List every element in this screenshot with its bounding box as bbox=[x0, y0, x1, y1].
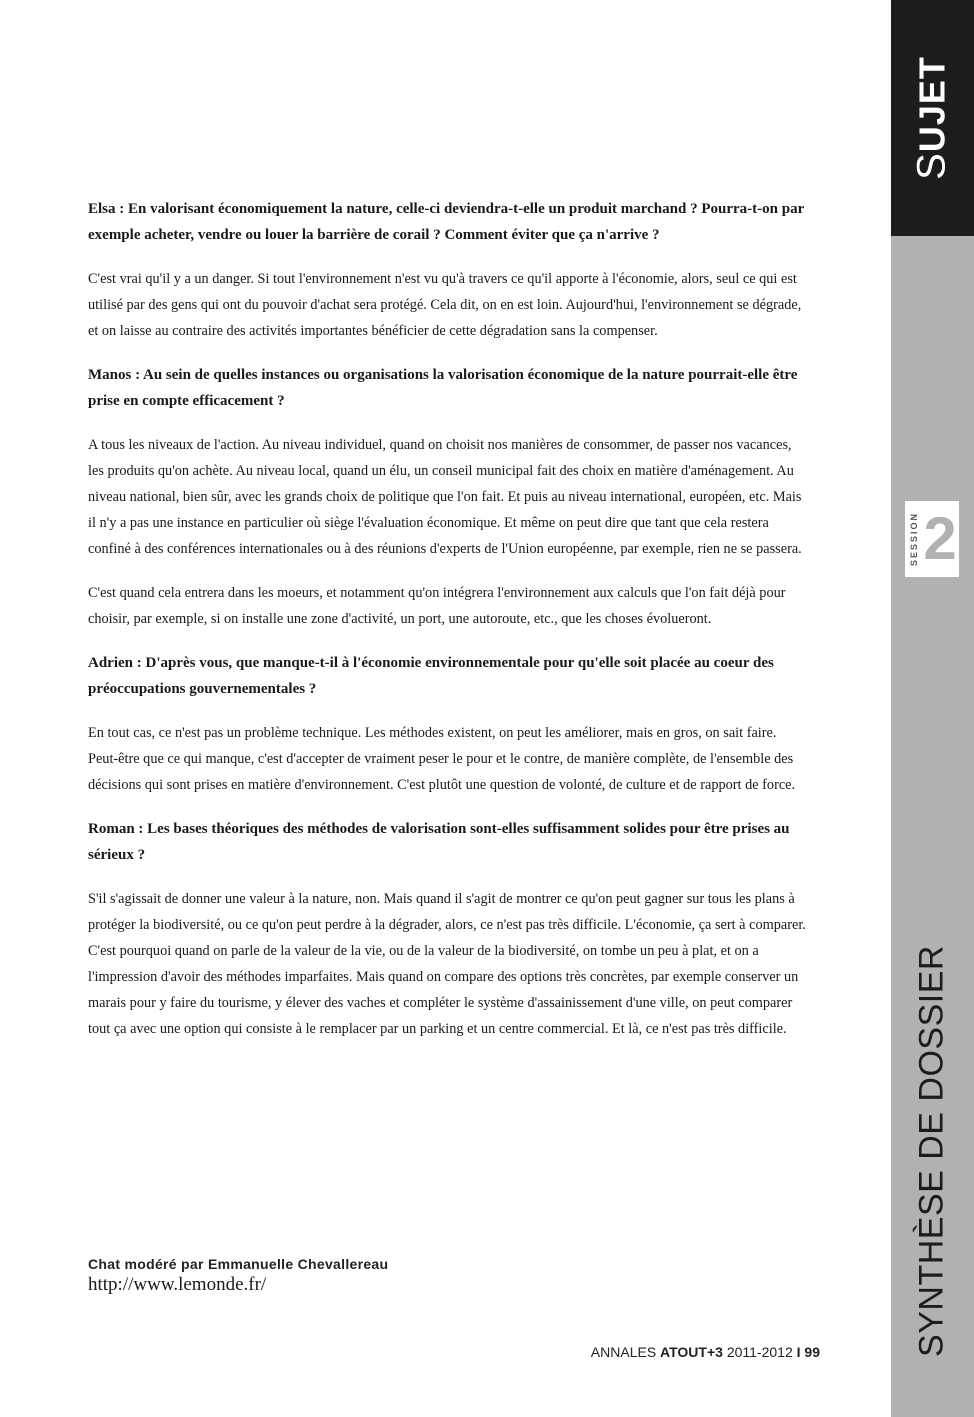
sujet-rest: UJET bbox=[911, 56, 953, 153]
sidebar-header-block bbox=[891, 0, 974, 236]
footer-year: 2011-2012 bbox=[722, 1344, 797, 1360]
question: Elsa : En valorisant économiquement la nature, celle-ci deviendra-t-elle un produit marchand ? Pourra-t-on par exemple acheter, vendre ou louer la barrière de corail ? Comment éviter que ça n'arrive ? bbox=[88, 201, 804, 243]
session-number: 2 bbox=[923, 505, 957, 572]
section-title: SYNTHÈSE DE DOSSIER bbox=[912, 945, 951, 1357]
footer-prefix: ANNALES bbox=[590, 1344, 661, 1360]
session-label: SESSION bbox=[909, 511, 919, 567]
question: Roman : Les bases théoriques des méthodes de valorisation sont-elles suffisamment solides pour être prises au sérieux ? bbox=[88, 821, 790, 863]
credit-block bbox=[88, 1256, 388, 1296]
answer: A tous les niveaux de l'action. Au niveau individuel, quand on choisit nos manières de consommer, de passer nos vacances, les produits qu'on achète. Au niveau local, quand un élu, un conseil municipal fait des choix en matière d'aménagement. Au niveau national, bien sûr, avec les grands choix de politique que l'on fait. Et puis au niveau international, européen, etc. Mais il n'y a pas une instance en particulier où siège l'évaluation économique. Et même on peut dire que tant que cela restera confiné à des conférences internationales ou à des réunions d'experts de l'Union européenne, par exemple, rien ne se passera. bbox=[88, 437, 802, 557]
sujet-initial: S bbox=[909, 152, 954, 180]
credit-name: Chat modéré par Emmanuelle Chevallereau bbox=[88, 1256, 389, 1272]
answer: C'est vrai qu'il y a un danger. Si tout l'environnement n'est vu qu'à travers ce qu'il apporte à l'économie, alors, seul ce qui est utilisé par des gens qui ont du pouvoir d'achat sera protégé. Cela dit, on en est loin. Aujourd'hui, l'environnement se dégrade, et on laisse au contraire des activités importantes bénéficier de cette dégradation sans la compenser. bbox=[88, 271, 802, 339]
article-body bbox=[88, 196, 806, 1060]
sujet-label bbox=[910, 56, 955, 180]
answer: S'il s'agissait de donner une valeur à la nature, non. Mais quand il s'agit de montrer ce qu'on peut gagner sur tous les plans à protéger la biodiversité, ou ce qu'on peut perdre à la dégrader, alors, ce n'est pas très difficile. L'économie, ça sert à comparer. C'est pourquoi quand on parle de la valeur de la vie, ou de la valeur de la biodiversité, on tombe un peu à plat, et on a l'impression d'avoir des méthodes imparfaites. Mais quand on compare des options très concrètes, par exemple conserver un marais pour y faire du tourisme, y élever des vaches et compléter le système d'assainissement d'une ville, on peut comparer tout ça avec une option qui consiste à le remplacer par un parking et un centre commercial. Et là, ce n'est pas très difficile. bbox=[88, 891, 806, 1037]
session-badge bbox=[905, 501, 959, 577]
page-number: I 99 bbox=[796, 1344, 820, 1360]
sidebar bbox=[891, 0, 974, 1417]
answer: C'est quand cela entrera dans les moeurs, et notamment qu'on intégrera l'environnement aux calculs que l'on fait déjà pour choisir, par exemple, si on installe une zone d'activité, un port, une autoroute, etc., que les choses évolueront. bbox=[88, 585, 786, 627]
source-url: http://www.lemonde.fr/ bbox=[88, 1274, 267, 1295]
page-footer bbox=[591, 1344, 820, 1360]
answer: En tout cas, ce n'est pas un problème technique. Les méthodes existent, on peut les améliorer, mais en gros, on sait faire. Peut-être que ce qui manque, c'est d'accepter de vraiment peser le pour et le contre, de manière complète, de l'ensemble des décisions qui sont prises en matière d'environnement. C'est plutôt une question de volonté, de culture et de rapport de force. bbox=[88, 725, 796, 793]
footer-brand: ATOUT+3 bbox=[660, 1344, 723, 1360]
question: Manos : Au sein de quelles instances ou organisations la valorisation économique de la nature pourrait-elle être prise en compte efficacement ? bbox=[88, 367, 798, 409]
question: Adrien : D'après vous, que manque-t-il à l'économie environnementale pour qu'elle soit placée au coeur des préoccupations gouvernementales ? bbox=[88, 655, 774, 697]
